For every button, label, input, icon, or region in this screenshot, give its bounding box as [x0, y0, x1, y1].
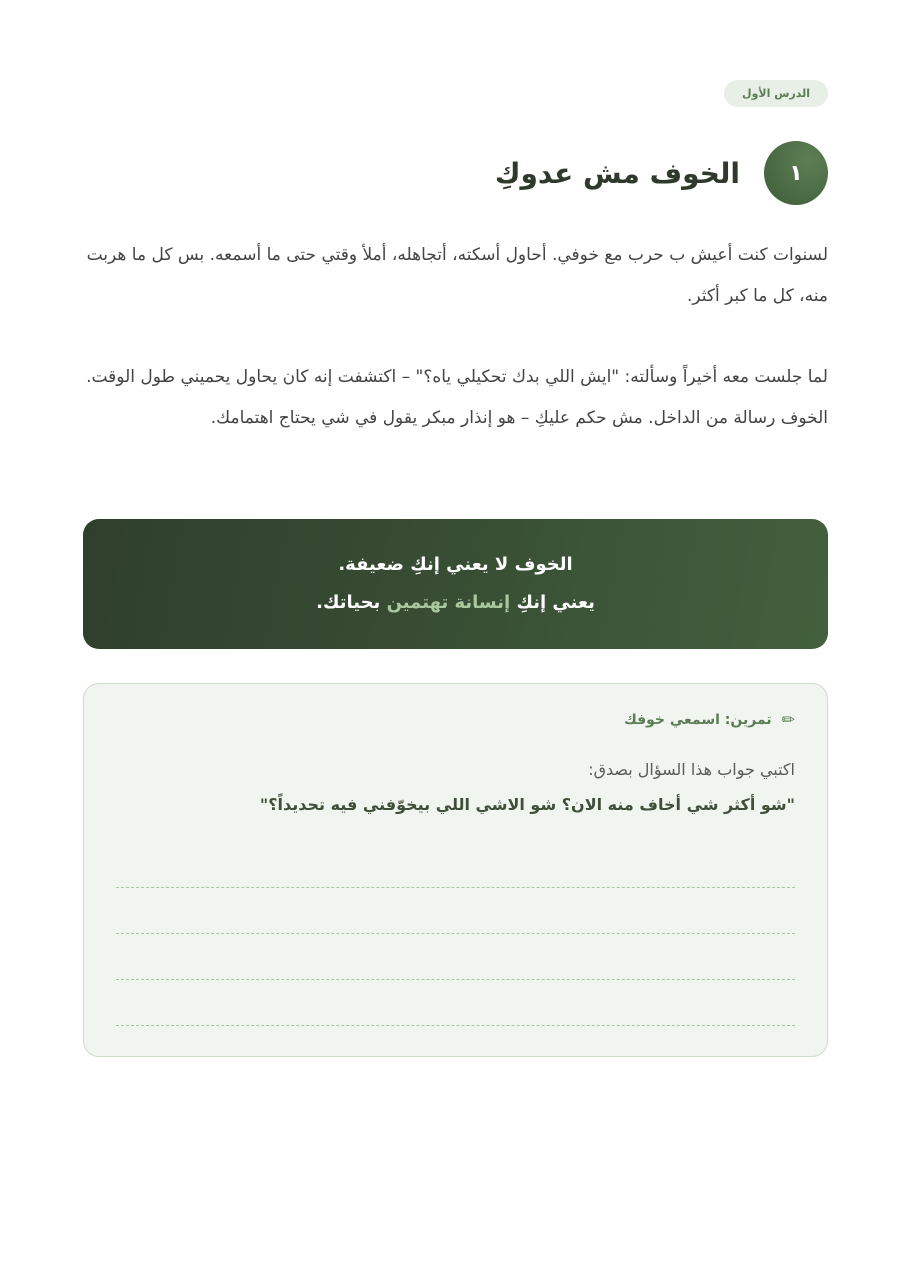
answer-line[interactable] [116, 1025, 795, 1026]
exercise-instruction: اكتبي جواب هذا السؤال بصدق: [588, 760, 795, 779]
exercise-header [624, 710, 795, 729]
answer-line[interactable] [116, 933, 795, 934]
quote-line-2 [316, 584, 595, 622]
quote-callout [83, 519, 828, 649]
quote-line-2-start: يعني إنكِ [516, 592, 595, 613]
exercise-card [83, 683, 828, 1057]
lesson-badge: الدرس الأول [724, 80, 828, 107]
page-title: الخوف مش عدوكِ [494, 156, 740, 190]
lesson-number: ١ [764, 141, 828, 205]
body-paragraph: لسنوات كنت أعيش ب حرب مع خوفي. أحاول أسكته، أتجاهله، أملأ وقتي حتى ما أسمعه. بس كل ما هربت منه، كل ما كبر أكثر. [86, 245, 828, 306]
quote-highlight: إنسانة تهتمين [386, 592, 511, 613]
answer-line[interactable] [116, 979, 795, 980]
lesson-page [83, 0, 828, 1288]
exercise-title: تمرين: اسمعي خوفك [623, 711, 772, 728]
body-paragraph: لما جلست معه أخيراً وسألته: "ايش اللي بدك تحكيلي ياه؟" – اكتشفت إنه كان يحاول يحميني طول الوقت. الخوف رسالة من الداخل. مش حكم عليكِ – هو إنذار مبكر يقول في شي يحتاج اهتمامك. [86, 367, 828, 428]
quote-line-1: الخوف لا يعني إنكِ ضعيفة. [338, 554, 573, 575]
exercise-question: "شو أكثر شي أخاف منه الان؟ شو الاشي اللي بيخوّفني فيه تحديداً؟" [259, 795, 795, 814]
pencil-icon: ✏ [781, 710, 795, 729]
answer-line[interactable] [116, 887, 795, 888]
lesson-heading [495, 141, 828, 205]
quote-line-2-end: بحياتك. [316, 592, 381, 613]
